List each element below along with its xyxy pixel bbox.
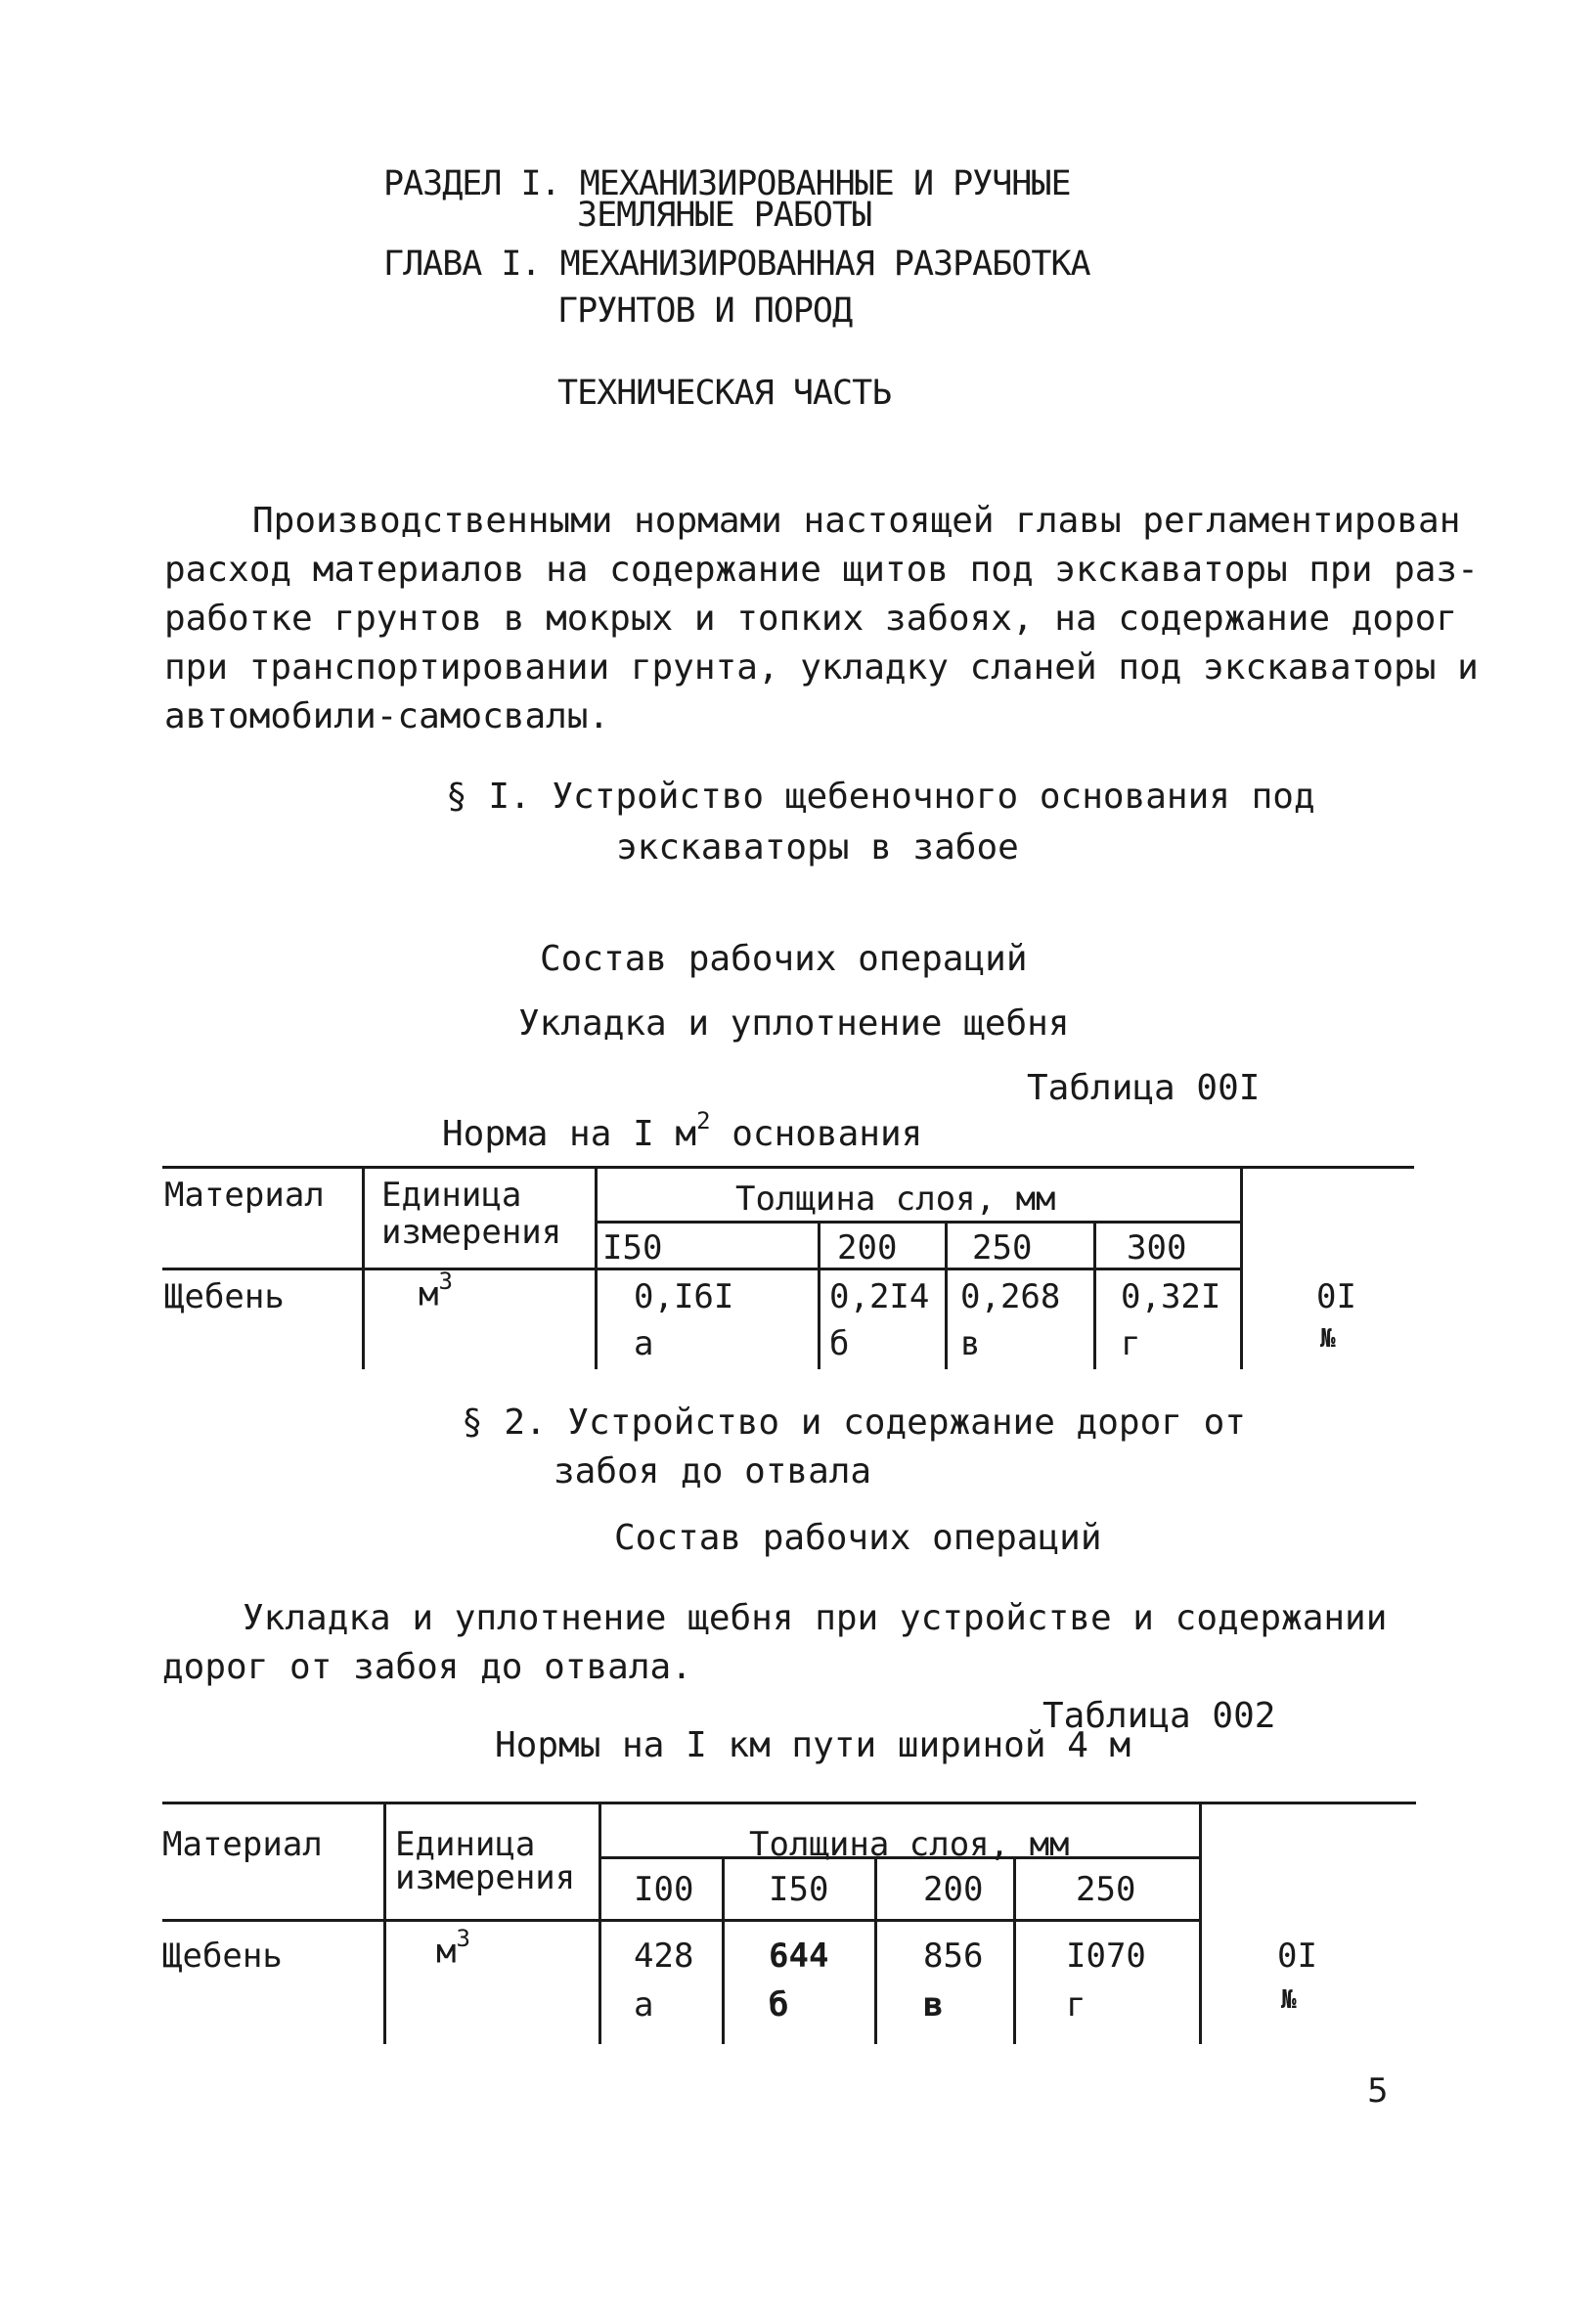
table2-code-mark: № bbox=[1281, 1985, 1297, 2015]
table2-vline bbox=[722, 1856, 725, 2044]
table2-col-unit-line1: Единица bbox=[395, 1825, 536, 1864]
table1-thickness: 300 bbox=[1127, 1228, 1187, 1268]
table2-col-unit-line2: измерения bbox=[395, 1858, 576, 1897]
table1-value: 0,I6I bbox=[634, 1277, 734, 1316]
table1-thickness: I50 bbox=[602, 1228, 663, 1268]
intro-line-5: автомобили-самосвалы. bbox=[164, 696, 610, 736]
section2-title-line1: § 2. Устройство и содержание дорог от bbox=[462, 1402, 1246, 1443]
table2-vline bbox=[383, 1802, 386, 2044]
table2-vline bbox=[1199, 1802, 1202, 2044]
table1-col-unit-line2: измерения bbox=[381, 1213, 562, 1252]
intro-line-1: Производственными нормами настоящей главы регламентирован bbox=[252, 501, 1461, 541]
table2-top-rule bbox=[162, 1802, 1416, 1804]
table1-letter: б bbox=[829, 1324, 850, 1363]
table2-letter: а bbox=[634, 1985, 654, 2025]
table1-vline bbox=[1093, 1221, 1096, 1369]
table2-value: 644 bbox=[769, 1937, 829, 1976]
table1-value: 0,32I bbox=[1121, 1277, 1221, 1316]
table2-thickness: 250 bbox=[1076, 1870, 1136, 1909]
table1-material: Щебень bbox=[164, 1277, 285, 1316]
section1-ops-item: Укладка и уплотнение щебня bbox=[518, 1003, 1070, 1044]
table2-vline bbox=[598, 1802, 601, 2044]
table2-letter: г bbox=[1066, 1985, 1086, 2025]
section1-title-line2: экскаваторы в забое bbox=[616, 827, 1019, 868]
table1-code-mark: № bbox=[1320, 1324, 1336, 1354]
table1-subheader-rule bbox=[595, 1221, 1242, 1224]
table1-vline bbox=[818, 1221, 820, 1369]
table2-thickness: I50 bbox=[769, 1870, 829, 1909]
table1-letter: г bbox=[1121, 1324, 1141, 1363]
intro-line-4: при транспортировании грунта, укладку сланей под экскаваторы и bbox=[164, 647, 1479, 688]
table1-code: 0I bbox=[1316, 1277, 1356, 1316]
table2-letter: б bbox=[769, 1985, 789, 2025]
table1-top-rule bbox=[162, 1166, 1414, 1169]
table2-value: 856 bbox=[923, 1937, 984, 1976]
table2-header-bottom-rule bbox=[162, 1919, 1201, 1922]
table1-unit: $м^3$ bbox=[419, 1268, 453, 1314]
table2-norm: Нормы на I км пути шириной 4 м bbox=[495, 1725, 1131, 1765]
table1-thickness: 250 bbox=[972, 1228, 1033, 1268]
table2-letter: в bbox=[923, 1985, 944, 2025]
section1-ops-heading: Состав рабочих операций bbox=[540, 939, 1028, 979]
section2-ops-line2: дорог от забоя до отвала. bbox=[162, 1647, 692, 1687]
table1-vline bbox=[945, 1221, 948, 1369]
page-number: 5 bbox=[1367, 2071, 1389, 2111]
table2-thickness: 200 bbox=[923, 1870, 984, 1909]
section2-title-line2: забоя до отвала bbox=[554, 1451, 872, 1491]
chapter-title-line2: ГРУНТОВ И ПОРОД bbox=[557, 291, 853, 331]
table2-label: Таблица 002 bbox=[1042, 1696, 1276, 1736]
section-title-line2: ЗЕМЛЯНЫЕ РАБОТЫ bbox=[577, 196, 872, 235]
table1-thickness: 200 bbox=[837, 1228, 898, 1268]
table2-col-thickness: Толщина слоя, мм bbox=[749, 1825, 1070, 1864]
table2-vline bbox=[874, 1856, 877, 2044]
intro-line-3: работке грунтов в мокрых и топких забоях, на содержание дорог bbox=[164, 599, 1458, 639]
table1-col-material: Материал bbox=[164, 1176, 325, 1215]
table1-label: Таблица 00I bbox=[1027, 1068, 1261, 1108]
table2-col-material: Материал bbox=[162, 1825, 323, 1864]
section-title-line1: РАЗДЕЛ I. МЕХАНИЗИРОВАННЫЕ И РУЧНЫЕ bbox=[383, 164, 1071, 203]
part-title: ТЕХНИЧЕСКАЯ ЧАСТЬ bbox=[557, 374, 892, 413]
table2-unit: $м^3$ bbox=[436, 1925, 470, 1972]
table1-value: 0,2I4 bbox=[829, 1277, 930, 1316]
table2-value: 428 bbox=[634, 1937, 694, 1976]
chapter-title-line1: ГЛАВА I. МЕХАНИЗИРОВАННАЯ РАЗРАБОТКА bbox=[383, 245, 1090, 284]
table1-letter: а bbox=[634, 1324, 654, 1363]
table1-header-bottom-rule bbox=[162, 1268, 1242, 1270]
section2-ops-heading: Состав рабочих операций bbox=[614, 1518, 1102, 1558]
table2-material: Щебень bbox=[162, 1937, 283, 1976]
intro-line-2: расход материалов на содержание щитов под экскаваторы при раз- bbox=[164, 550, 1479, 590]
table1-col-thickness: Толщина слоя, мм bbox=[735, 1180, 1056, 1219]
section1-title-line1: § I. Устройство щебеночного основания под bbox=[446, 777, 1315, 817]
table2-code: 0I bbox=[1277, 1937, 1317, 1976]
table1-value: 0,268 bbox=[960, 1277, 1061, 1316]
table2-vline bbox=[1013, 1856, 1016, 2044]
table1-letter: в bbox=[960, 1324, 981, 1363]
table1-norm: Норма на I $м^2$ основания bbox=[442, 1107, 923, 1154]
table1-col-unit-line1: Единица bbox=[381, 1176, 522, 1215]
table2-thickness: I00 bbox=[634, 1870, 694, 1909]
section2-ops-line1: Укладка и уплотнение щебня при устройстве и содержании bbox=[243, 1598, 1388, 1638]
table2-value: I070 bbox=[1066, 1937, 1146, 1976]
